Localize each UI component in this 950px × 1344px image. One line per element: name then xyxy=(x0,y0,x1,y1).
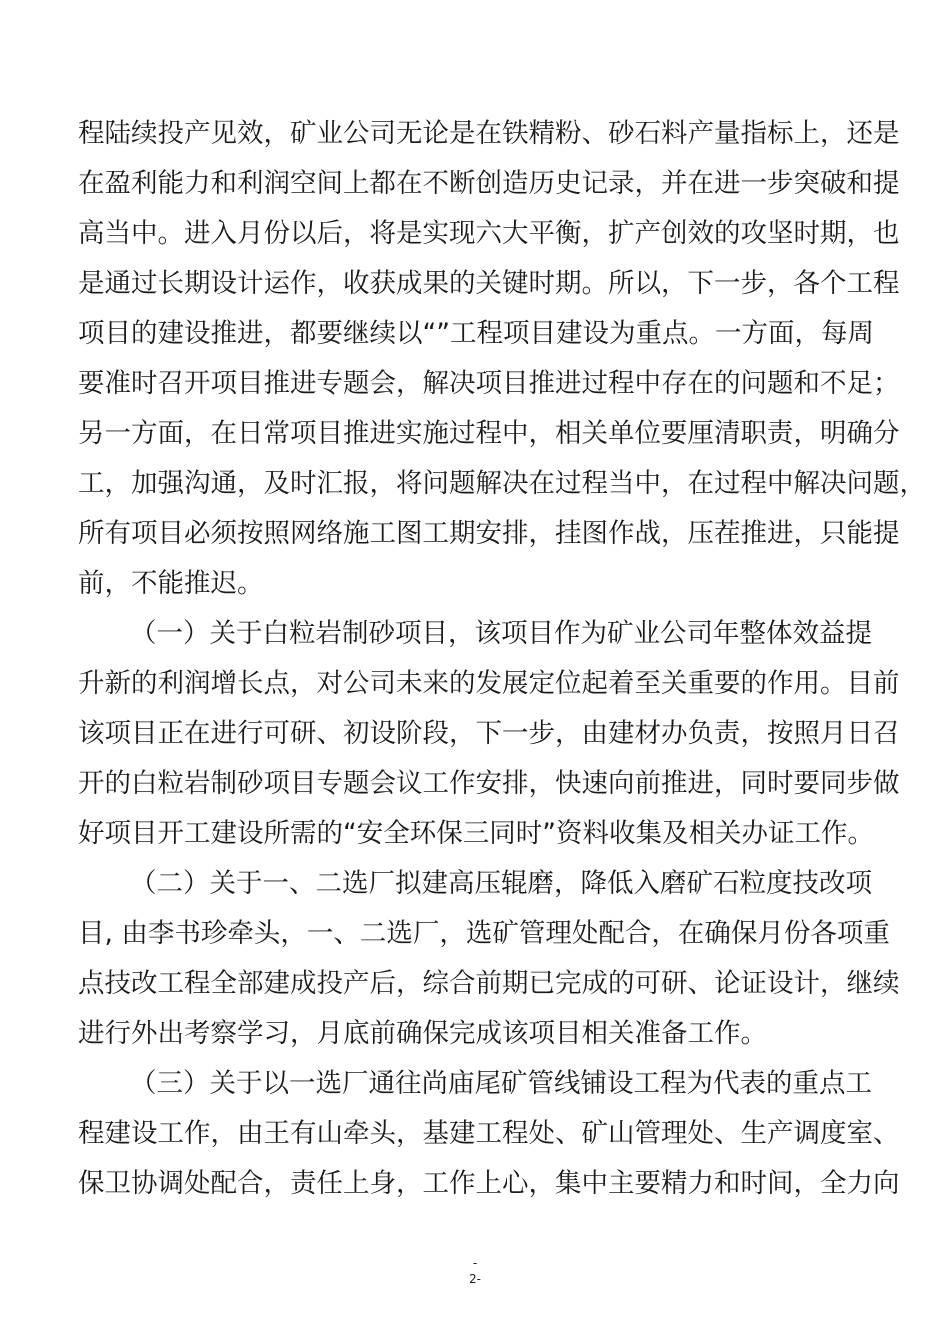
text-line: 目, 由李书珍牵头，一、二选厂，选矿管理处配合，在确保月份各项重 xyxy=(78,918,890,949)
text-line: 程陆续投产见效，矿业公司无论是在铁精粉、砂石料产量指标上，还是 xyxy=(78,118,900,149)
text-line: 好项目开工建设所需的“安全环保三同时”资料收集及相关办证工作。 xyxy=(78,818,874,849)
text-line: 项目的建设推进，都要继续以“”工程项目建设为重点。一方面，每周 xyxy=(78,318,874,349)
text-line: 进行外出考察学习，月底前确保完成该项目相关准备工作。 xyxy=(78,1018,767,1049)
page-number: 2- xyxy=(469,1272,481,1286)
text-line: 另一方面，在日常项目推进实施过程中，相关单位要厘清职责，明确分 xyxy=(78,418,900,449)
text-line: 该项目正在进行可研、初设阶段，下一步，由建材办负责，按照月日召 xyxy=(78,718,900,749)
text-line: 工，加强沟通，及时汇报，将问题解决在过程当中，在过程中解决问题， xyxy=(78,468,926,499)
text-line: 程建设工作，由王有山牵头，基建工程处、矿山管理处、生产调度室、 xyxy=(78,1118,900,1149)
text-line: 要准时召开项目推进专题会，解决项目推进过程中存在的问题和不足； xyxy=(78,368,900,399)
paragraph-first-line: （三）关于以一选厂通往尚庙尾矿管线铺设工程为代表的重点工 xyxy=(130,1068,872,1099)
text-line: 开的白粒岩制砂项目专题会议工作安排，快速向前推进，同时要同步做 xyxy=(78,768,900,799)
paragraph-first-line: （二）关于一、二选厂拟建高压辊磨，降低入磨矿石粒度技改项 xyxy=(130,868,872,899)
text-line: 点技改工程全部建成投产后，综合前期已完成的可研、论证设计，继续 xyxy=(78,968,900,999)
footer-mark: - xyxy=(472,1256,478,1270)
text-line: 是通过长期设计运作，收获成果的关键时期。所以，下一步，各个工程 xyxy=(78,268,900,299)
text-line: 前，不能推迟。 xyxy=(78,568,264,599)
text-line: 在盈利能力和利润空间上都在不断创造历史记录，并在进一步突破和提 xyxy=(78,168,900,199)
text-line: 所有项目必须按照网络施工图工期安排，挂图作战，压茬推进，只能提 xyxy=(78,518,900,549)
text-line: 升新的利润增长点，对公司未来的发展定位起着至关重要的作用。目前 xyxy=(78,668,900,699)
text-line: 高当中。进入月份以后，将是实现六大平衡，扩产创效的攻坚时期，也 xyxy=(78,218,900,249)
paragraph-first-line: （一）关于白粒岩制砂项目，该项目作为矿业公司年整体效益提 xyxy=(130,618,872,649)
text-line: 保卫协调处配合，责任上身，工作上心，集中主要精力和时间，全力向 xyxy=(78,1168,900,1199)
